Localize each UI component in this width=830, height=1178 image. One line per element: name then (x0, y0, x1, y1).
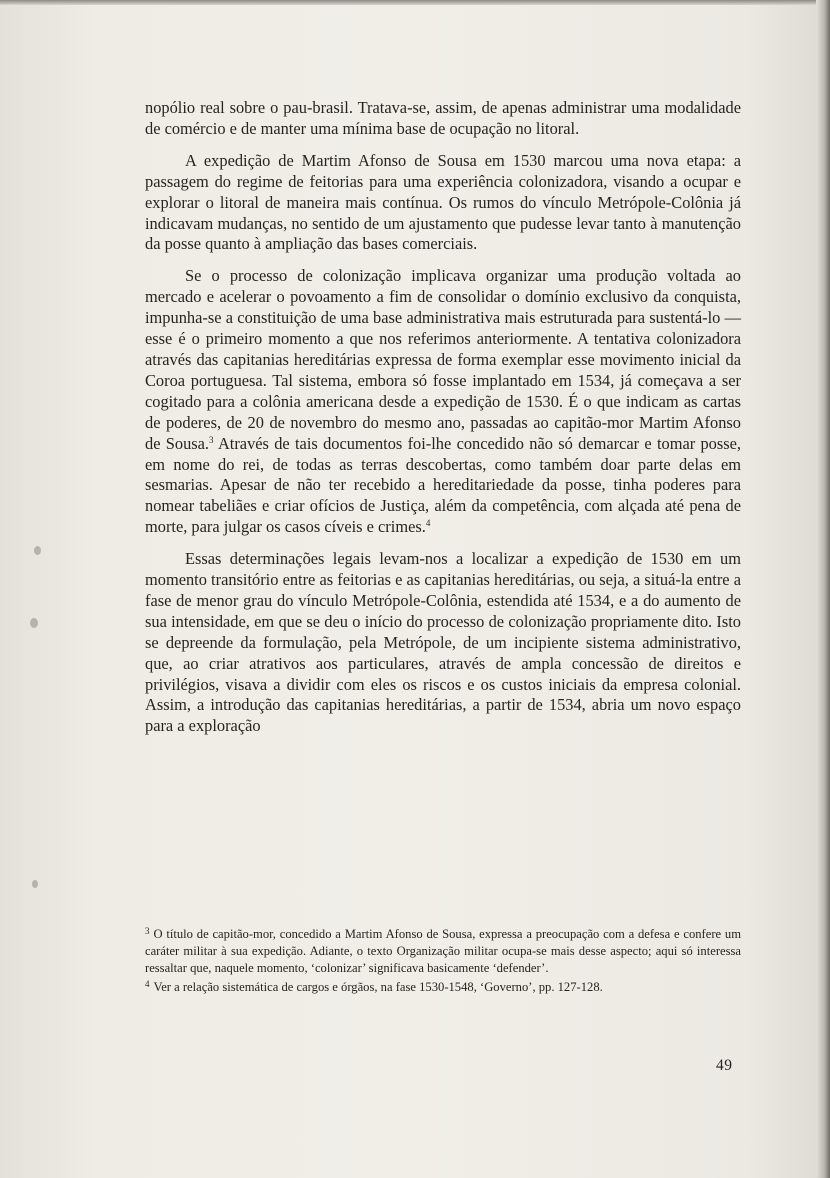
paragraph: Essas determinações legais levam-nos a localizar a expedição de 1530 em um momento transitório entre as feitorias e as capitanias hereditárias, ou seja, a situá-la entre a fase de menor grau do vínculo Metrópole-Colônia, estendida até 1534, e a do aumento de sua intensidade, em que se deu o início do processo de colonização propriamente dito. Isto se depreende da formulação, pela Metrópole, de um incipiente sistema administrativo, que, ao criar atrativos aos particulares, através de ampla concessão de direitos e privilégios, visava a dividir com eles os riscos e os custos iniciais da empresa colonial. Assim, a introdução das capitanias hereditárias, a partir de 1534, abria um novo espaço para a exploração (145, 549, 741, 736)
footnote-number: 3 (145, 926, 150, 936)
scan-speck (30, 618, 38, 628)
scan-speck (34, 546, 41, 555)
footnote-text: Ver a relação sistemática de cargos e órgãos, na fase 1530-1548, ‘Governo’, pp. 127-128. (153, 980, 603, 995)
footnote-text: O título de capitão-mor, concedido a Martim Afonso de Sousa, expressa a preocupação com a defesa e confere um caráter militar à sua expedição. Adiante, o texto Organização militar ocupa-se mais desse aspecto; aqui só interessa ressaltar que, naquele momento, ‘colonizar’ significava basicamente ‘defender’. (145, 927, 741, 975)
footnote (145, 976, 741, 996)
body-text (145, 98, 741, 748)
paragraph (145, 266, 741, 538)
footnote-ref: 4 (425, 518, 431, 529)
paragraph-text: Se o processo de colonização implicava organizar uma produção voltada ao mercado e acelerar o povoamento a fim de consolidar o domínio exclusivo da conquista, impunha-se a constituição de uma base administrativa mais estruturada para sustentá-lo — esse é o primeiro momento a que nos referimos anteriormente. A tentativa colonizadora através das capitanias hereditárias expressa de forma exemplar esse movimento inicial da Coroa portuguesa. Tal sistema, embora só fosse implantado em 1534, já começava a ser cogitado para a colônia americana desde a expedição de 1530. É o que indicam as cartas de poderes, de 20 de novembro do mesmo ano, passadas ao capitão-mor Martim Afonso de Sousa. (145, 266, 741, 453)
paragraph: A expedição de Martim Afonso de Sousa em 1530 marcou uma nova etapa: a passagem do regime de feitorias para uma experiência colonizadora, visando a ocupar e explorar o litoral de maneira mais contínua. Os rumos do vínculo Metrópole-Colônia já indicavam mudanças, no sentido de um ajustamento que pudesse levar tanto à manutenção da posse quanto à ampliação das bases comerciais. (145, 150, 741, 254)
page-top-shadow (0, 0, 830, 5)
paragraph-text: Através de tais documentos foi-lhe concedido não só demarcar e tomar posse, em nome do rei, de todas as terras descobertas, como também doar parte delas em sesmarias. Apesar de não ter recebido a hereditariedade da posse, tinha poderes para nomear tabeliães e criar ofícios de Justiça, além da competência, com alçada até pena de morte, para julgar os casos cíveis e crimes. (145, 433, 742, 537)
page-binding-shadow (816, 0, 830, 1178)
page-number: 49 (716, 1057, 733, 1074)
footnote (145, 923, 741, 976)
footnote-ref: 3 (209, 434, 214, 445)
footnotes (145, 923, 741, 996)
scan-speck (32, 880, 38, 888)
footnote-number: 4 (145, 979, 150, 990)
paragraph: nopólio real sobre o pau-brasil. Tratava-se, assim, de apenas administrar uma modalidade de comércio e de manter uma mínima base de ocupação no litoral. (145, 98, 741, 138)
